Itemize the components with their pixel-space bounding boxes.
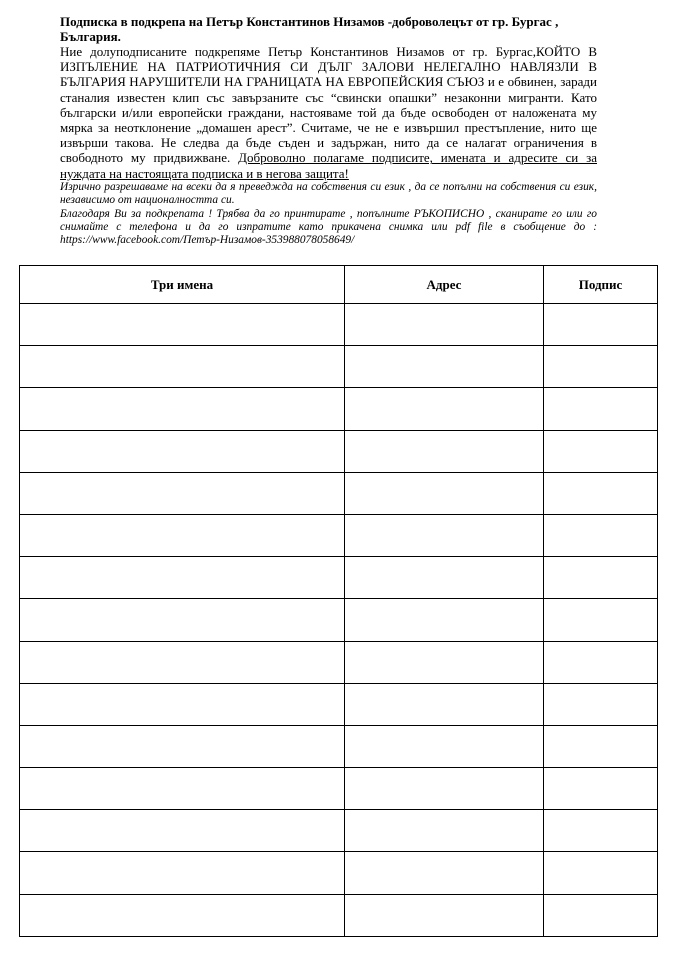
address-cell[interactable] [345,514,544,556]
signature-cell[interactable] [544,768,658,810]
signature-cell[interactable] [544,304,658,346]
signature-cell[interactable] [544,472,658,514]
name-cell[interactable] [20,810,345,852]
signature-cell[interactable] [544,810,658,852]
column-header-signature: Подпис [544,266,658,304]
name-cell[interactable] [20,557,345,599]
table-row [20,346,658,388]
name-cell[interactable] [20,514,345,556]
name-cell[interactable] [20,683,345,725]
table-row [20,599,658,641]
table-row [20,894,658,936]
address-cell[interactable] [345,388,544,430]
address-cell[interactable] [345,599,544,641]
address-cell[interactable] [345,894,544,936]
name-cell[interactable] [20,641,345,683]
signature-cell[interactable] [544,683,658,725]
address-cell[interactable] [345,725,544,767]
table-row [20,641,658,683]
address-cell[interactable] [345,810,544,852]
name-cell[interactable] [20,725,345,767]
instructions-note: Благодаря Ви за подкрепата ! Трябва да го принтирате , попълните РЪКОПИСНО , сканирате го или го снимайте с телефона и да го изпратите като прикачена снимка или pdf file в съобщение до : https://www.facebook.com/Петър-Низамов-353988078058649/ [60,207,597,247]
column-header-address: Адрес [345,266,544,304]
signature-cell[interactable] [544,430,658,472]
signature-cell[interactable] [544,641,658,683]
petition-text-block [60,14,597,248]
name-cell[interactable] [20,768,345,810]
table-row [20,430,658,472]
name-cell[interactable] [20,304,345,346]
table-row [20,683,658,725]
address-cell[interactable] [345,683,544,725]
name-cell[interactable] [20,346,345,388]
address-cell[interactable] [345,430,544,472]
table-row [20,852,658,894]
signature-cell[interactable] [544,599,658,641]
name-cell[interactable] [20,430,345,472]
signature-cell[interactable] [544,514,658,556]
signature-table-header [20,266,658,304]
address-cell[interactable] [345,768,544,810]
address-cell[interactable] [345,557,544,599]
table-row [20,725,658,767]
petition-body-main: Ние долуподписаните подкрепяме Петър Константинов Низамов от гр. Бургас,КОЙТО В ИЗПЪЛЕНИЕ НА ПАТРИОТИЧНИЯ СИ ДЪЛГ ЗАЛОВИ НЕЛЕГАЛНО НАВЛЯЗЛИ В БЪЛГАРИЯ НАРУШИТЕЛИ НА ГРАНИЦАТА НА ЕВРОПЕЙСКИЯ СЪЮЗ и е обвинен, заради станалия известен клип със завързаните със “свински опашки” незаконни мигранти. Като български и/или европейски граждани, настояваме той да бъде освободен от наложената му мярка за неотклонение „домашен арест”. Считаме, че не е извършил престъпление, нито ще извърши такова. Не следва да бъде съден и задържан, нито да се налагат ограничения в свободното му придвижване. [60,44,597,166]
name-cell[interactable] [20,852,345,894]
address-cell[interactable] [345,641,544,683]
table-row [20,810,658,852]
petition-title: Подписка в подкрепа на Петър Константинов Низамов -доброволецът от гр. Бургас , България. [60,14,559,44]
signature-cell[interactable] [544,388,658,430]
signature-cell[interactable] [544,852,658,894]
signature-table [19,265,658,937]
address-cell[interactable] [345,304,544,346]
signature-cell[interactable] [544,557,658,599]
column-header-names: Три имена [20,266,345,304]
signature-cell[interactable] [544,894,658,936]
name-cell[interactable] [20,472,345,514]
signature-rows [20,304,658,937]
table-row [20,557,658,599]
signature-cell[interactable] [544,725,658,767]
table-row [20,472,658,514]
name-cell[interactable] [20,388,345,430]
signature-cell[interactable] [544,346,658,388]
petition-body [60,44,597,181]
translation-note: Изрично разрешаваме на всеки да я преведжда на собствения си език , да се попълни на собствения си език, независимо от националността си. [60,180,597,207]
address-cell[interactable] [345,472,544,514]
address-cell[interactable] [345,852,544,894]
petition-consent-statement: Доброволно полагаме подписите, имената и адресите си за нуждата на настоящата подписка и в негова защита! [60,150,597,181]
name-cell[interactable] [20,894,345,936]
table-row [20,304,658,346]
name-cell[interactable] [20,599,345,641]
table-row [20,768,658,810]
table-row [20,388,658,430]
table-row [20,514,658,556]
address-cell[interactable] [345,346,544,388]
